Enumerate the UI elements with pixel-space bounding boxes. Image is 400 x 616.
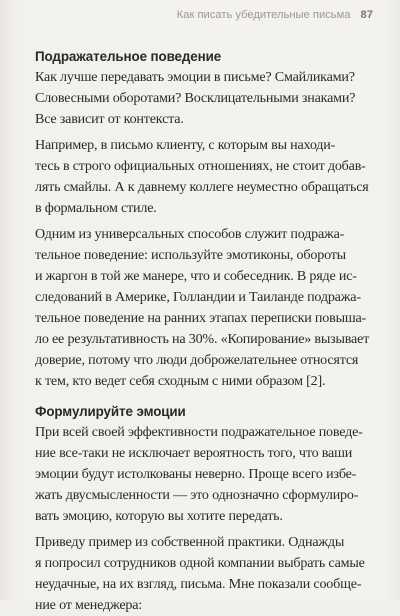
section-heading: Подражательное поведение: [35, 49, 222, 64]
text-line: тельное поведение на ранних этапах переписки повыша-: [35, 310, 367, 326]
text-line: ние от менеджера:: [35, 597, 142, 613]
text-line: и жаргон в той же манере, что и собеседник. В ряде ис-: [35, 268, 357, 284]
paragraph: [35, 224, 370, 392]
text-line: эмоции будут истолкованы неверно. Проще всего избе-: [35, 466, 357, 482]
text-line: Одним из универсальных способов служит подража-: [35, 226, 345, 242]
text-line: ло ее результативность на 30%. «Копирование» вызывает: [35, 331, 370, 347]
text-line: Приведу пример из собственной практики. Однажды: [35, 534, 345, 550]
paragraph: [35, 67, 365, 130]
text-line: жать двусмысленности — это однозначно сформулиро-: [35, 487, 359, 503]
running-title: Как писать убедительные письма: [176, 9, 351, 21]
text-line: неудачные, на их взгляд, письма. Мне показали сообще-: [35, 576, 362, 592]
paragraph: [35, 532, 365, 616]
text-line: я попросил сотрудников одной компании выбрать самые: [35, 555, 365, 571]
text-line: доверие, потому что люди доброжелательнее относятся: [35, 352, 359, 368]
text-line: Например, в письмо клиенту, с которым вы находи-: [35, 137, 336, 153]
running-header: [177, 9, 373, 21]
text-line: Словесными оборотами? Восклицательными знаками?: [35, 90, 356, 106]
text-line: в формальном стиле.: [35, 200, 157, 216]
text-line: следований в Америке, Голландии и Таиланде подража-: [35, 289, 361, 305]
text-line: Как лучше передавать эмоции в письме? Смайликами?: [35, 69, 355, 85]
paragraph: [35, 135, 369, 219]
page-number: 87: [360, 9, 373, 21]
text-line: вать эмоцию, которую вы хотите передать.: [35, 508, 283, 524]
text-line: тельное поведение: используйте эмотиконы, обороты: [35, 247, 346, 263]
text-line: ние все-таки не исключает вероятность того, что ваши: [35, 445, 353, 461]
paragraph: [35, 422, 365, 527]
section-heading: Формулируйте эмоции: [35, 404, 186, 419]
page-body: [35, 46, 370, 616]
text-line: тесь в строго официальных отношениях, не стоит добав-: [35, 158, 366, 174]
text-line: лять смайлы. А к давнему коллеге неуместно обращаться: [35, 179, 369, 195]
text-line: Все зависит от контекста.: [35, 111, 184, 127]
text-line: к тем, кто ведет себя сходным с ними образом [2].: [35, 373, 326, 389]
text-line: При всей своей эффективности подражательное поведе-: [35, 424, 363, 440]
